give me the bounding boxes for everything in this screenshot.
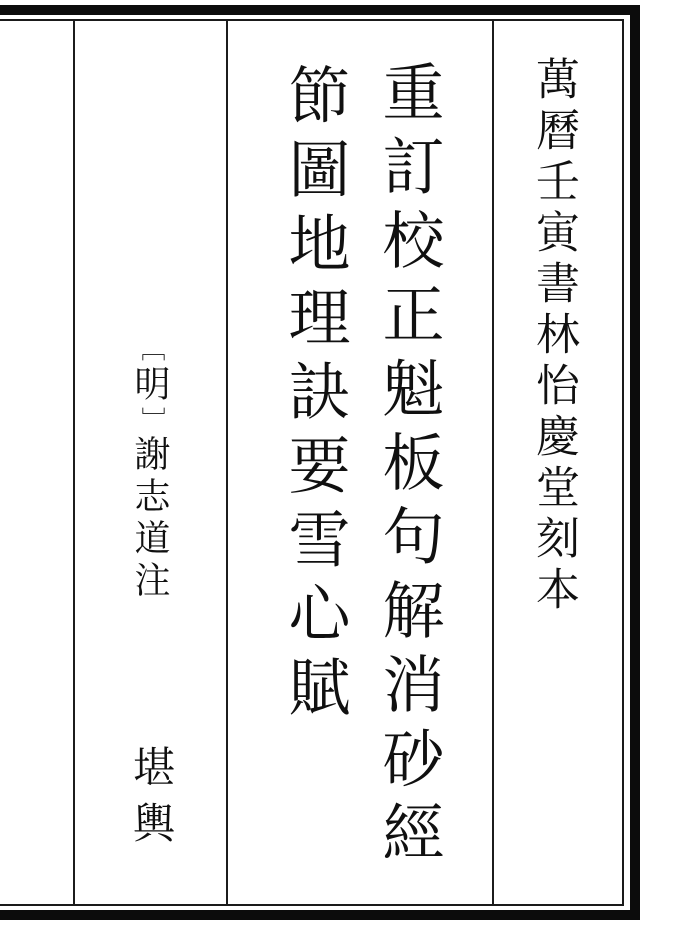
dynasty-label: 明 <box>130 365 170 407</box>
column-divider-middle <box>226 21 228 904</box>
column-divider-left <box>73 21 75 904</box>
edition-colophon-text: 萬曆壬寅書林怡慶堂刻本 <box>529 56 578 617</box>
book-title-line-1: 重訂校正魁板句解消砂經 <box>373 60 441 874</box>
author-name: 謝志道注 <box>130 435 170 603</box>
subject-category-label: 堪輿 <box>127 745 173 857</box>
dynasty-open-bracket: ［ <box>137 337 163 365</box>
dynasty-close-bracket: ］ <box>137 407 163 435</box>
book-title-line-2: 節圖地理訣要雪心賦 <box>279 63 347 729</box>
column-divider-right <box>492 21 494 904</box>
author-attribution <box>132 337 168 603</box>
